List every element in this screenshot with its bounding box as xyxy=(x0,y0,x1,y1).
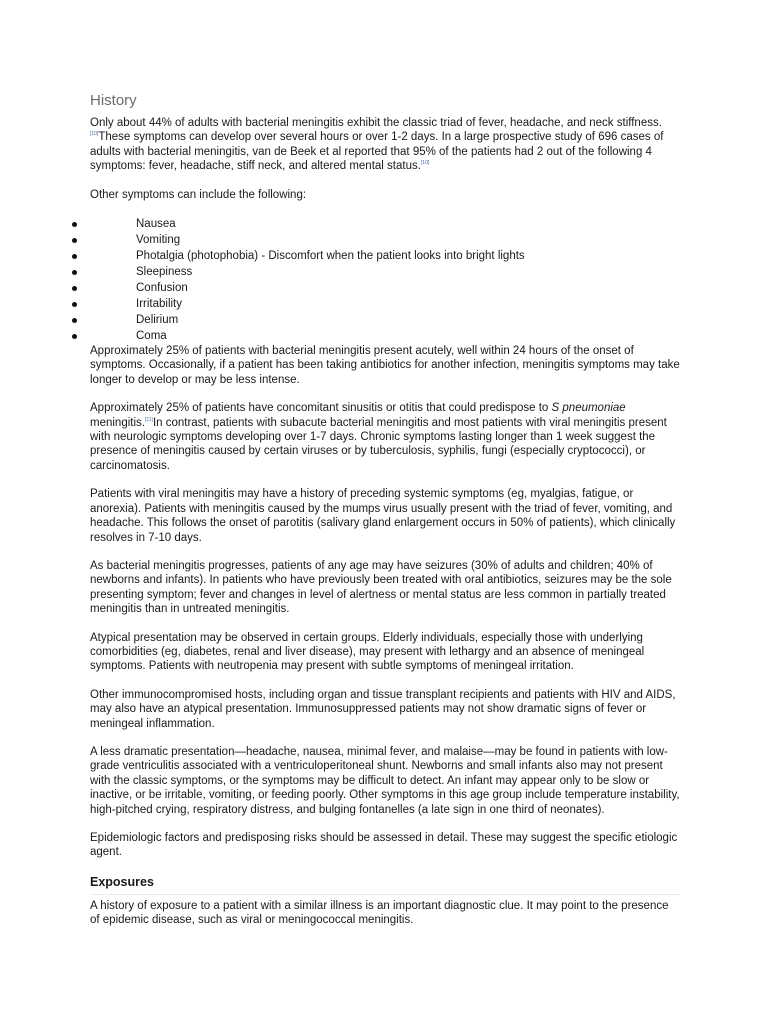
list-item-text: Nausea xyxy=(136,218,176,231)
list-item xyxy=(90,280,680,296)
paragraph-other-symptoms: Other symptoms can include the following: xyxy=(90,188,307,201)
paragraph-atypical: Atypical presentation may be observed in certain groups. Elderly individuals, especially those with underlying comorbidities (eg, diabetes, renal and liver disease), may present with lethargy and an absence of meningeal symptoms. Patients with neutropenia may present with subtle symptoms of meningeal irritation. xyxy=(90,631,645,673)
bullet-icon xyxy=(72,286,77,291)
list-item-text: Vomiting xyxy=(136,234,181,247)
paragraph-text: In contrast, patients with subacute bacterial meningitis and most patients with viral meningitis present with neurologic symptoms developing over 1-7 days. Chronic symptoms lasting longer than 1 week suggest the presence of meningitis caused by certain viruses or by tuberculosis, syphilis, fungi (especially cryptococci), or carcinomatosis. xyxy=(90,416,667,472)
list-item xyxy=(90,328,680,344)
document-page xyxy=(90,92,680,942)
paragraph-text: meningitis. xyxy=(90,416,145,429)
paragraph-text: Only about 44% of adults with bacterial meningitis exhibit the classic triad of fever, headache, and neck stiffness. xyxy=(90,117,662,129)
paragraph-intro xyxy=(90,116,680,174)
bullet-icon xyxy=(72,334,77,339)
bullet-icon xyxy=(72,222,77,227)
paragraph-viral: Patients with viral meningitis may have a history of preceding systemic symptoms (eg, myalgias, fatigue, or anorexia). Patients with meningitis caused by the mumps virus usually present with the triad of fever, vomiting, and headache. This follows the onset of parotitis (salivary gland enlargement occurs in 50% of patients), which clinically resolves in 7-10 days. xyxy=(90,488,676,544)
organism-name: S pneumoniae xyxy=(551,402,626,415)
bullet-icon xyxy=(72,270,77,275)
paragraph-less-dramatic: A less dramatic presentation—headache, nausea, minimal fever, and malaise—may be found in patients with low-grade ventriculitis associated with a ventriculoperitoneal shunt. Newborns and small infants also may not present with the classic symptoms, or the symptoms may be difficult to detect. An infant may appear only to be slow or inactive, or be irritable, vomiting, or feeding poorly. Other symptoms in this age group include temperature instability, high-pitched crying, respiratory distress, and bulging fontanelles (a late sign in one third of neonates). xyxy=(90,745,680,816)
section-title: History xyxy=(90,92,137,109)
list-item-text: Delirium xyxy=(136,314,179,327)
paragraph-text: Approximately 25% of patients have concomitant sinusitis or otitis that could predispose to xyxy=(90,402,552,415)
list-item-text: Sleepiness xyxy=(136,266,193,279)
list-item xyxy=(90,216,680,232)
paragraph-sinusitis xyxy=(90,401,680,473)
list-item-text: Photalgia (photophobia) - Discomfort when the patient looks into bright lights xyxy=(136,250,525,263)
bullet-icon xyxy=(72,254,77,259)
list-item-text: Coma xyxy=(136,330,167,343)
paragraph-seizures: As bacterial meningitis progresses, patients of any age may have seizures (30% of adults and children; 40% of newborns and infants). In patients who have previously been treated with oral antibiotics, seizures may be the sole presenting symptom; fever and changes in level of alertness or mental status are less common in partially treated meningitis than in untreated meningitis. xyxy=(90,559,672,616)
list-item xyxy=(90,296,680,312)
paragraph-text: These symptoms can develop over several hours or over 1-2 days. In a large prospective study of 696 cases of adults with bacterial meningitis, van de Beek et al reported that 95% of the patients had 2 out of the following 4 symptoms: fever, headache, stiff neck, and altered mental status. xyxy=(90,131,664,173)
symptom-list xyxy=(90,216,680,344)
bullet-icon xyxy=(72,318,77,323)
subsection-title-exposures: Exposures xyxy=(90,874,680,895)
paragraph-acute: Approximately 25% of patients with bacterial meningitis present acutely, well within 24 hours of the onset of symptoms. Occasionally, if a patient has been taking antibiotics for another infection, meningitis symptoms may take longer to develop or may be less intense. xyxy=(90,345,680,386)
list-item-text: Confusion xyxy=(136,282,188,295)
reference-link[interactable]: [10] xyxy=(90,131,99,138)
list-item xyxy=(90,248,680,264)
bullet-icon xyxy=(72,238,77,243)
reference-link[interactable]: [10] xyxy=(420,160,430,167)
bullet-icon xyxy=(72,302,77,307)
paragraph-immunocompromised: Other immunocompromised hosts, including organ and tissue transplant recipients and patients with HIV and AIDS, may also have an atypical presentation. Immunosuppressed patients may not show dramatic signs of fever or meningeal inflammation. xyxy=(90,688,676,730)
paragraph-epidemiologic: Epidemiologic factors and predisposing risks should be assessed in detail. These may suggest the specific etiologic agent. xyxy=(90,832,678,859)
list-item-text: Irritability xyxy=(136,298,183,311)
list-item xyxy=(90,264,680,280)
list-item xyxy=(90,312,680,328)
reference-link[interactable]: [11] xyxy=(144,416,153,423)
list-item xyxy=(90,232,680,248)
paragraph-exposures: A history of exposure to a patient with a similar illness is an important diagnostic clue. It may point to the presence of epidemic disease, such as viral or meningococcal meningitis. xyxy=(90,899,669,927)
